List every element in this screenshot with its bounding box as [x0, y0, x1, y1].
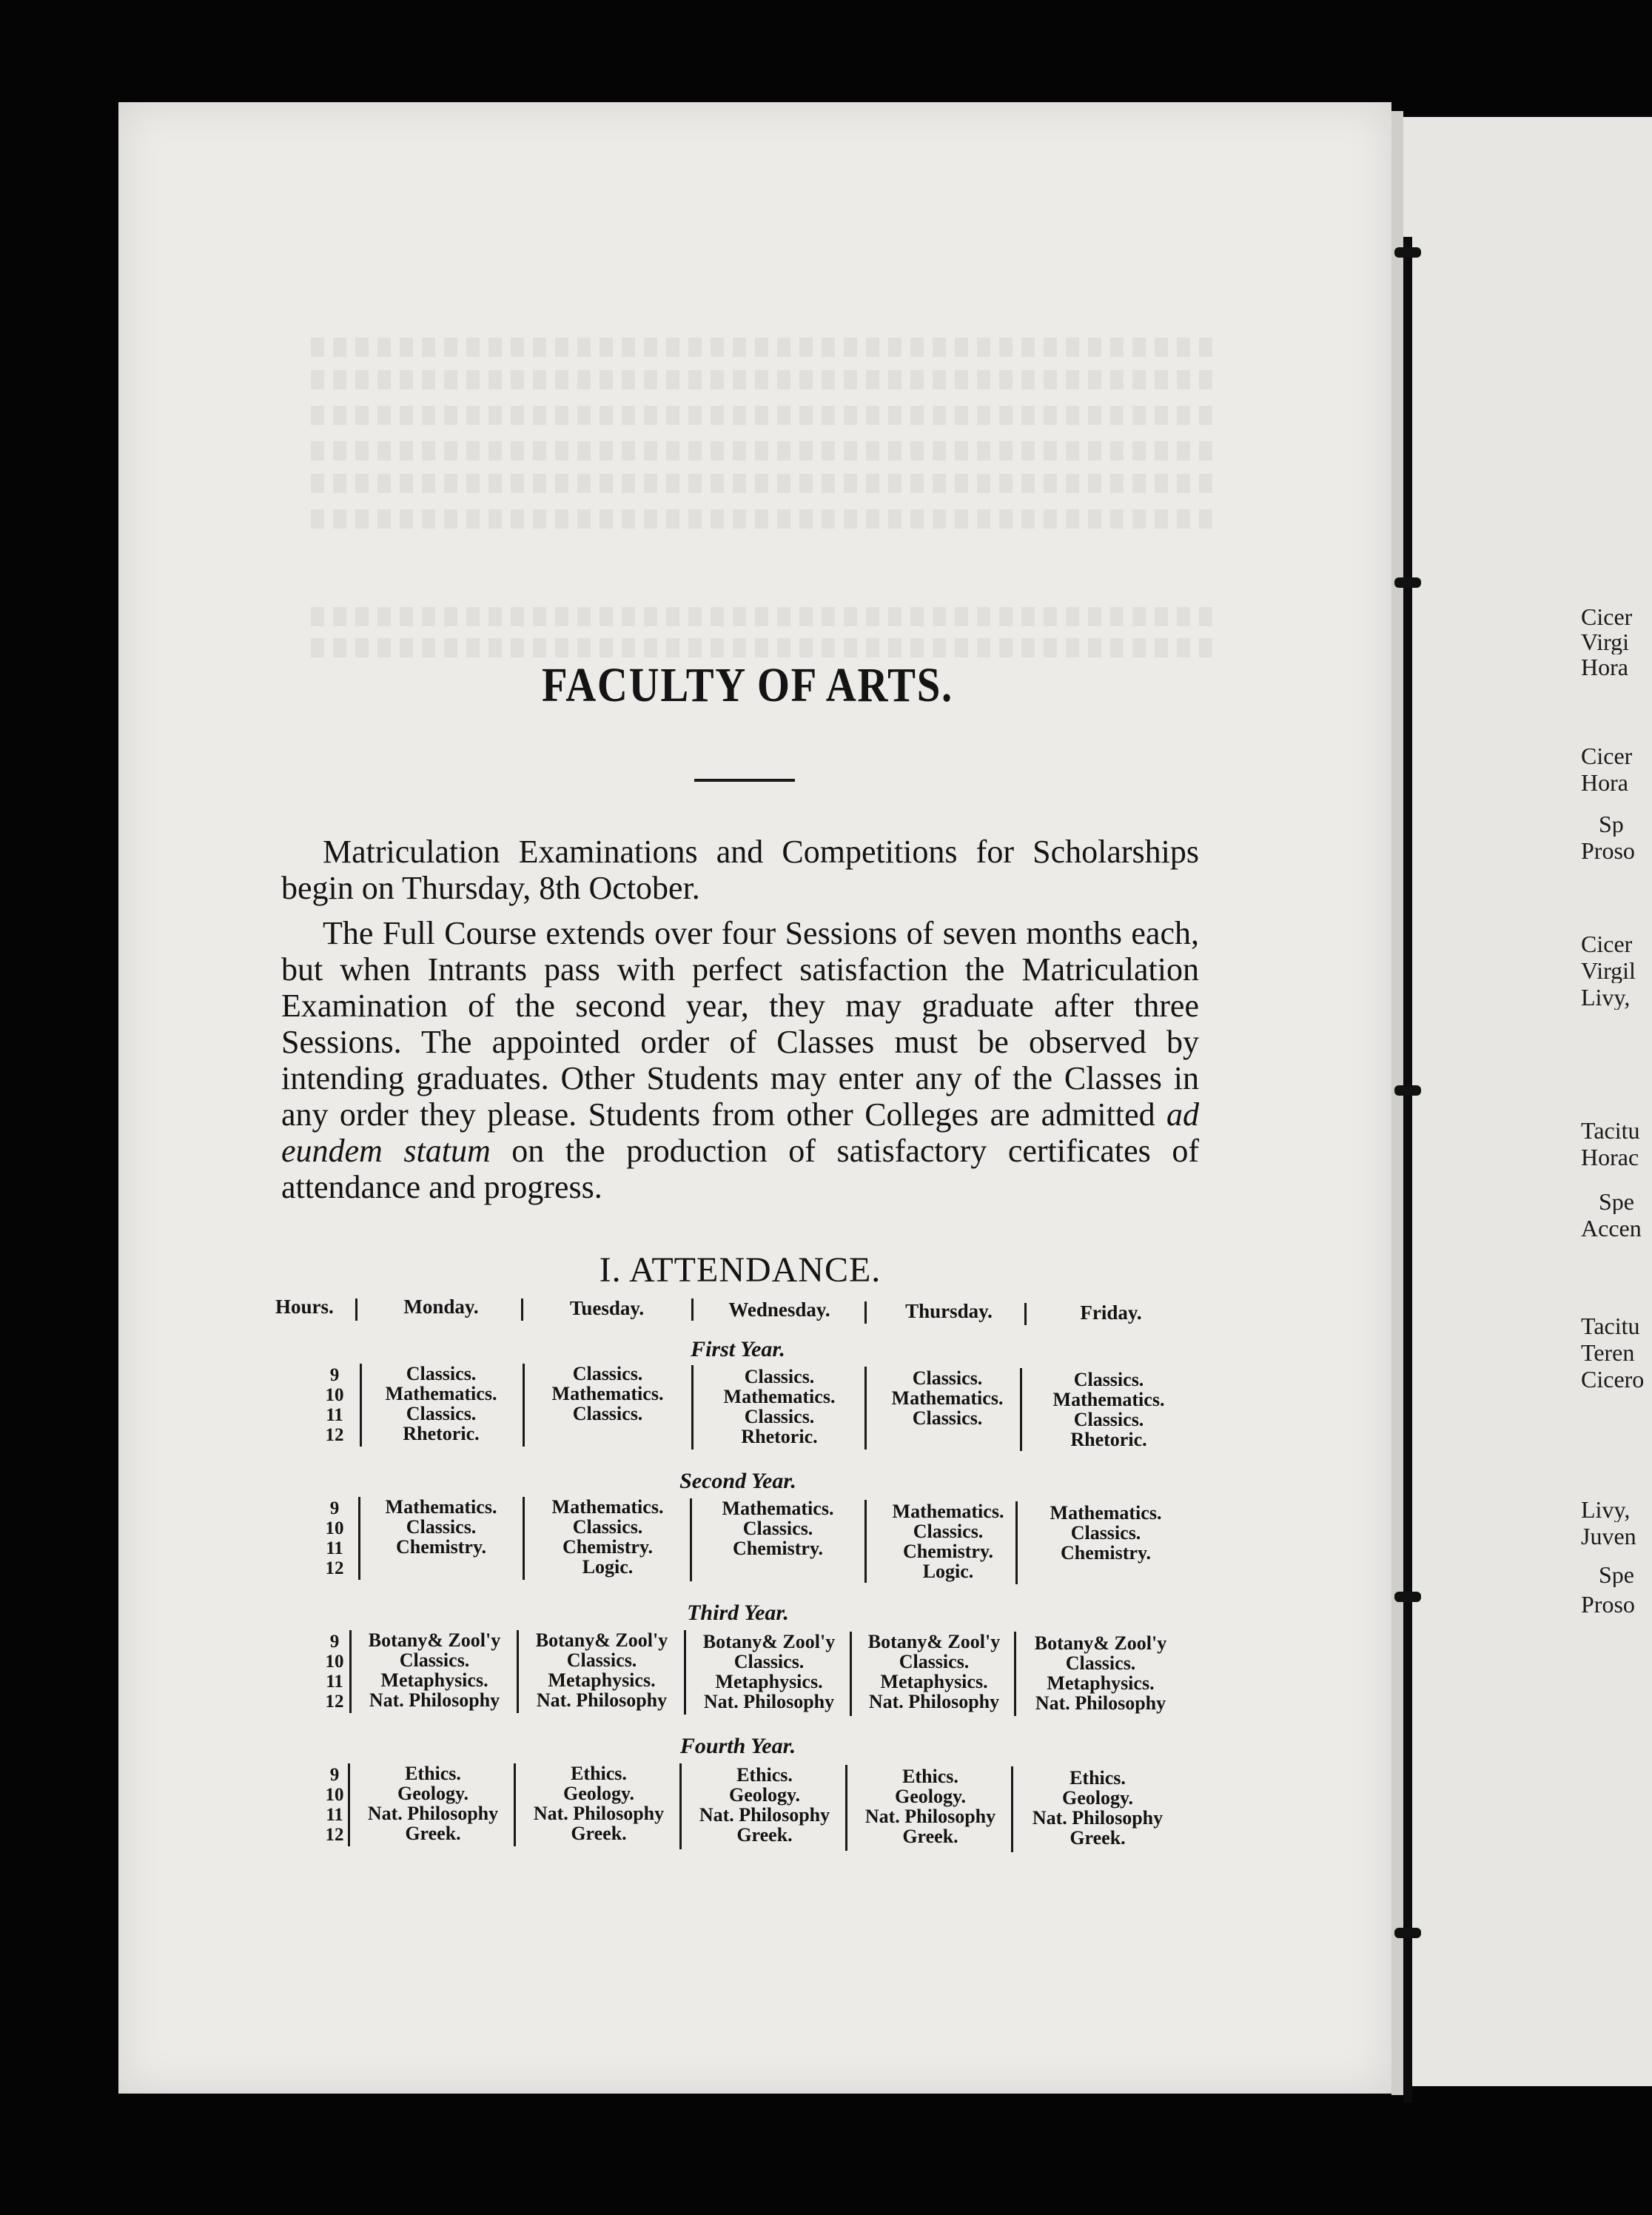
section-title: I. ATTENDANCE. [599, 1250, 882, 1290]
class-entry: Metaphysics. [548, 1669, 656, 1691]
column-divider [845, 1765, 847, 1851]
class-entry: Geology. [1061, 1787, 1134, 1809]
binding-line [1403, 237, 1412, 2102]
class-entry: Mathematics. [551, 1383, 664, 1404]
facing-page-fragment: Virgil [1581, 958, 1636, 983]
thursday-classes [853, 1632, 1015, 1712]
class-entry: Botany& Zool'y [368, 1629, 501, 1651]
class-entry: Nat. Philosophy [864, 1806, 996, 1827]
class-entry: Classics. [1065, 1652, 1136, 1674]
class-entry: Metaphysics. [380, 1669, 488, 1691]
column-divider [679, 1763, 682, 1849]
class-entry: Logic. [582, 1556, 634, 1578]
column-divider [1014, 1632, 1016, 1716]
tuesday-classes [520, 1630, 684, 1710]
class-entry: Classics. [912, 1367, 983, 1389]
facing-page-fragment: Livy, [1581, 985, 1631, 1010]
title-rule [694, 779, 795, 782]
class-entry: Nat. Philosophy [1032, 1807, 1164, 1829]
hour-label: 9 [329, 1498, 340, 1518]
class-entry: Classics. [572, 1403, 643, 1424]
page-title: FACULTY OF ARTS. [542, 658, 953, 712]
hour-label: 11 [326, 1672, 343, 1692]
page-gutter [1391, 111, 1403, 2095]
hour-label: 10 [325, 1518, 344, 1538]
class-entry: Mathematics. [551, 1496, 664, 1518]
facing-page-fragment: Cicer [1581, 604, 1633, 629]
facing-page-fragment: Juven [1581, 1524, 1636, 1549]
show-through [311, 474, 1214, 493]
facing-page-fragment: Livy, [1581, 1497, 1631, 1522]
full-course-text-start: The Full Course extends over four Sessions of seven months each, but when Intrants pass with perfect satisfaction the Matriculation Examination of the second year, they may graduate after three Sessions. The appointed order of Classes must be observed by intending graduates. Other Students may enter any of the Classes in any order they please. Students from other Colleges are admitted [281, 915, 1199, 1133]
column-divider [691, 1365, 694, 1450]
thursday-classes [867, 1368, 1027, 1428]
hour-label: 12 [325, 1425, 344, 1445]
facing-page-fragment: Cicer [1581, 743, 1633, 768]
binding-stitch [1394, 1592, 1421, 1602]
facing-page-fragment: Horac [1581, 1145, 1639, 1170]
matriculation-paragraph: Matriculation Examinations and Competitions for Scholarships begin on Thursday, 8th October. [281, 834, 1199, 906]
column-divider [360, 1364, 362, 1447]
year-label-fourth: Fourth Year. [679, 1734, 796, 1758]
class-entry: Ethics. [405, 1763, 461, 1784]
class-entry: Classics. [572, 1363, 643, 1384]
column-divider [521, 1298, 523, 1321]
column-divider [864, 1301, 867, 1324]
facing-page-fragment: Spe [1599, 1189, 1634, 1214]
hour-label: 10 [325, 1652, 344, 1672]
class-entry: Classics. [1073, 1409, 1144, 1430]
class-entry: Greek. [405, 1823, 461, 1844]
show-through [311, 338, 1214, 357]
show-through [311, 441, 1214, 460]
class-entry: Classics. [1070, 1522, 1141, 1544]
binding-stitch [1394, 577, 1421, 588]
class-entry: Chemistry. [902, 1541, 994, 1562]
class-entry: Classics. [1073, 1369, 1144, 1390]
class-entry: Botany& Zool'y [867, 1631, 1001, 1652]
column-divider [349, 1630, 352, 1713]
facing-page-fragment: Sp [1599, 811, 1624, 837]
column-divider [523, 1497, 525, 1580]
show-through [311, 638, 1214, 657]
column-divider [358, 1497, 360, 1580]
monday-classes [363, 1364, 520, 1444]
class-entry: Classics. [912, 1407, 983, 1429]
class-entry: Chemistry. [732, 1538, 824, 1559]
wednesday-classes [682, 1765, 847, 1845]
class-entry: Classics. [742, 1518, 813, 1539]
facing-page-fragment: Teren [1581, 1340, 1635, 1365]
binding-stitch [1394, 1928, 1421, 1938]
column-divider [517, 1630, 519, 1713]
class-entry: Ethics. [736, 1764, 793, 1786]
friday-classes [1014, 1768, 1181, 1848]
wednesday-classes [687, 1632, 851, 1712]
header-friday: Friday. [1080, 1301, 1142, 1324]
class-entry: Greek. [571, 1823, 627, 1844]
class-entry: Geology. [894, 1786, 967, 1807]
hour-label: 11 [326, 1405, 343, 1425]
class-entry: Rhetoric. [1070, 1429, 1147, 1450]
hour-label: 9 [329, 1765, 340, 1785]
year-label-third: Third Year. [687, 1601, 789, 1625]
class-entry: Mathematics. [723, 1386, 836, 1407]
facing-page-fragment: Spe [1599, 1562, 1634, 1587]
class-entry: Botany& Zool'y [1034, 1632, 1167, 1654]
class-entry: Classics. [406, 1516, 477, 1538]
hour-label: 9 [329, 1365, 340, 1385]
hour-label: 12 [325, 1558, 344, 1578]
column-divider [355, 1298, 357, 1321]
timetable-second-year [275, 1497, 1201, 1583]
hour-label: 11 [326, 1538, 343, 1558]
class-entry: Classics. [406, 1363, 477, 1384]
column-divider [1015, 1501, 1018, 1584]
monday-classes [361, 1497, 521, 1557]
full-course-text-end: on the production of satisfactory certificates of attendance and progress. [281, 1133, 1199, 1205]
class-entry: Rhetoric. [741, 1426, 818, 1447]
show-through [311, 607, 1214, 626]
class-entry: Logic. [922, 1561, 974, 1582]
facing-page-fragment: Proso [1581, 838, 1635, 863]
hours-list [320, 1632, 349, 1712]
class-entry: Classics. [733, 1651, 805, 1672]
hour-label: 10 [325, 1785, 344, 1805]
class-entry: Classics. [744, 1406, 815, 1427]
timetable-fourth-year [275, 1763, 1201, 1852]
class-entry: Nat. Philosophy [699, 1804, 830, 1826]
class-entry: Chemistry. [395, 1536, 487, 1558]
timetable-first-year [275, 1364, 1201, 1450]
header-tuesday: Tuesday. [569, 1297, 645, 1319]
class-entry: Chemistry. [1060, 1542, 1152, 1564]
tuesday-classes [517, 1763, 681, 1843]
wednesday-classes [693, 1498, 863, 1558]
class-entry: Mathematics. [1050, 1502, 1162, 1524]
class-entry: Metaphysics. [715, 1671, 823, 1692]
show-through [311, 370, 1214, 389]
monday-classes [352, 1630, 517, 1710]
facing-page-fragment: Hora [1581, 654, 1628, 680]
column-divider [850, 1632, 852, 1716]
binding-stitch [1394, 1085, 1421, 1096]
class-entry: Mathematics. [385, 1496, 497, 1518]
header-hours: Hours. [275, 1296, 334, 1318]
latin-phrase: ad eundem statum [281, 1096, 1199, 1169]
class-entry: Chemistry. [562, 1536, 654, 1558]
class-entry: Classics. [913, 1521, 984, 1542]
class-entry: Nat. Philosophy [367, 1803, 499, 1824]
facing-page-fragment: Accen [1581, 1216, 1642, 1241]
timetable-third-year [275, 1630, 1201, 1716]
monday-classes [351, 1763, 515, 1843]
column-divider [691, 1298, 694, 1321]
class-entry: Nat. Philosophy [369, 1689, 500, 1711]
column-divider [684, 1630, 686, 1715]
thursday-classes [867, 1501, 1029, 1581]
full-course-paragraph [281, 915, 1199, 1205]
facing-page-fragment: Virgi [1581, 629, 1630, 654]
class-entry: Geology. [728, 1784, 801, 1806]
year-label-first: First Year. [691, 1337, 785, 1361]
facing-page-fragment: Cicer [1581, 931, 1633, 956]
class-entry: Metaphysics. [880, 1671, 988, 1692]
header-thursday: Thursday. [905, 1300, 993, 1322]
thursday-classes [848, 1766, 1013, 1846]
facing-page-fragment: Proso [1581, 1592, 1635, 1617]
class-entry: Nat. Philosophy [1035, 1692, 1166, 1714]
facing-page-fragment: Hora [1581, 770, 1628, 795]
show-through [311, 509, 1214, 529]
hours-list [320, 1365, 349, 1445]
class-entry: Mathematics. [1052, 1389, 1165, 1410]
friday-classes [1023, 1370, 1195, 1450]
class-entry: Classics. [406, 1403, 477, 1424]
facing-page-fragment: Tacitu [1581, 1118, 1640, 1143]
class-entry: Metaphysics. [1047, 1672, 1155, 1694]
class-entry: Ethics. [1070, 1767, 1126, 1789]
facing-page-fragment: Cicero [1581, 1367, 1645, 1392]
hour-label: 10 [325, 1385, 344, 1405]
class-entry: Mathematics. [892, 1501, 1004, 1522]
class-entry: Classics. [572, 1516, 643, 1538]
hour-label: 11 [326, 1805, 343, 1825]
wednesday-classes [694, 1367, 864, 1447]
friday-classes [1017, 1633, 1184, 1713]
year-label-second: Second Year. [679, 1469, 796, 1493]
column-divider [864, 1367, 867, 1450]
column-divider [1020, 1368, 1022, 1451]
tuesday-classes [526, 1364, 690, 1424]
hour-label: 12 [325, 1825, 344, 1845]
class-entry: Mathematics. [722, 1498, 834, 1519]
column-divider [514, 1763, 516, 1846]
facing-page-fragment: Tacitu [1581, 1313, 1640, 1338]
tuesday-classes [526, 1497, 690, 1577]
class-entry: Classics. [744, 1366, 815, 1387]
column-divider [1011, 1766, 1013, 1852]
hour-label: 9 [329, 1632, 340, 1652]
binding-stitch [1394, 247, 1421, 258]
column-divider [864, 1500, 867, 1583]
class-entry: Botany& Zool'y [535, 1629, 668, 1651]
class-entry: Rhetoric. [403, 1423, 480, 1444]
class-entry: Nat. Philosophy [868, 1691, 1000, 1712]
facing-page-strip [1403, 117, 1652, 2086]
column-divider [523, 1364, 525, 1447]
class-entry: Classics. [899, 1651, 970, 1672]
class-entry: Nat. Philosophy [703, 1691, 835, 1712]
class-entry: Ethics. [902, 1766, 958, 1787]
timetable-header [275, 1296, 1201, 1325]
class-entry: Mathematics. [385, 1383, 497, 1404]
class-entry: Nat. Philosophy [533, 1803, 665, 1824]
class-entry: Mathematics. [891, 1387, 1004, 1409]
class-entry: Greek. [1070, 1827, 1126, 1849]
show-through [311, 406, 1214, 425]
hours-list [320, 1498, 349, 1578]
class-entry: Botany& Zool'y [702, 1631, 836, 1652]
column-divider [690, 1498, 692, 1581]
class-entry: Geology. [397, 1783, 469, 1804]
hour-label: 12 [325, 1692, 344, 1712]
header-monday: Monday. [403, 1296, 479, 1318]
class-entry: Classics. [566, 1649, 637, 1671]
column-divider [348, 1763, 350, 1846]
class-entry: Greek. [736, 1824, 793, 1846]
class-entry: Classics. [399, 1649, 470, 1671]
column-divider [1024, 1303, 1027, 1325]
class-entry: Geology. [563, 1783, 635, 1804]
header-wednesday: Wednesday. [728, 1298, 830, 1321]
class-entry: Nat. Philosophy [536, 1689, 668, 1711]
class-entry: Ethics. [571, 1763, 627, 1784]
friday-classes [1018, 1503, 1193, 1563]
class-entry: Greek. [902, 1826, 958, 1847]
hours-list [320, 1765, 349, 1845]
